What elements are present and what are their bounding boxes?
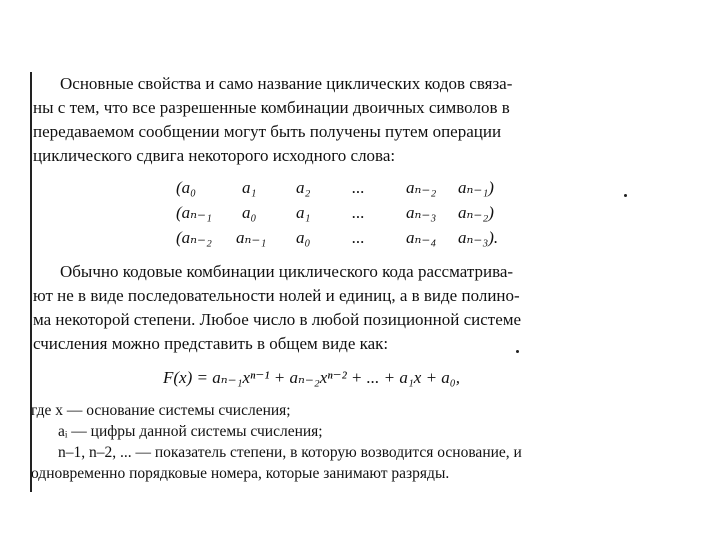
definition-line: aᵢ — цифры данной системы счисления;	[58, 423, 323, 440]
text-line: Основные свойства и само название циклических кодов связа-	[60, 74, 513, 93]
text-line: ют не в виде последовательности нолей и единиц, а в виде полино-	[33, 286, 520, 305]
scan-speck	[624, 194, 627, 197]
matrix-cell: ...	[352, 228, 365, 247]
matrix-cell: aₙ₋₁)	[458, 178, 494, 197]
matrix-cell: aₙ₋₂)	[458, 203, 494, 222]
matrix-row	[176, 178, 516, 203]
margin-rule	[30, 72, 32, 492]
scan-speck	[516, 350, 519, 353]
matrix-cell: ...	[352, 203, 365, 222]
text-line: циклического сдвига некоторого исходного слова:	[33, 146, 396, 165]
matrix-row	[176, 203, 516, 228]
matrix-cell: a₀	[296, 228, 311, 247]
text-line: ма некоторой степени. Любое число в любой позиционной системе	[33, 310, 522, 329]
definition-line: где x — основание системы счисления;	[31, 402, 291, 419]
text-line: ны с тем, что все разрешенные комбинации двоичных символов в	[33, 98, 510, 117]
matrix-cell: (aₙ₋₂	[176, 228, 212, 247]
matrix-cell: (a₀	[176, 178, 197, 197]
polynomial-formula: F(x) = aₙ₋₁xⁿ⁻¹ + aₙ₋₂xⁿ⁻² + ... + a₁x + a₀,	[163, 368, 460, 387]
matrix-cell: a₀	[242, 203, 257, 222]
matrix-cell: aₙ₋₄	[406, 228, 437, 247]
matrix-cell: a₁	[296, 203, 311, 222]
cyclic-shift-matrix	[176, 178, 516, 253]
text-line: счисления можно представить в общем виде как:	[33, 334, 389, 353]
matrix-cell: a₁	[242, 178, 257, 197]
definition-line: одновременно порядковые номера, которые занимают разряды.	[31, 465, 450, 482]
paragraph-polynomial	[33, 260, 633, 356]
matrix-cell: ...	[352, 178, 365, 197]
text-line: передаваемом сообщении могут быть получены путем операции	[33, 122, 502, 141]
matrix-cell: a₂	[296, 178, 311, 197]
paragraph-intro	[33, 72, 633, 168]
matrix-cell: aₙ₋₁	[236, 228, 267, 247]
matrix-cell: aₙ₋₃	[406, 203, 437, 222]
matrix-cell: (aₙ₋₁	[176, 203, 212, 222]
matrix-cell: aₙ₋₂	[406, 178, 437, 197]
matrix-cell: aₙ₋₃).	[458, 228, 499, 247]
definition-line: n–1, n–2, ... — показатель степени, в которую возводится основание, и	[58, 444, 522, 461]
text-line: Обычно кодовые комбинации циклического кода рассматрива-	[60, 262, 514, 281]
matrix-row	[176, 228, 516, 253]
